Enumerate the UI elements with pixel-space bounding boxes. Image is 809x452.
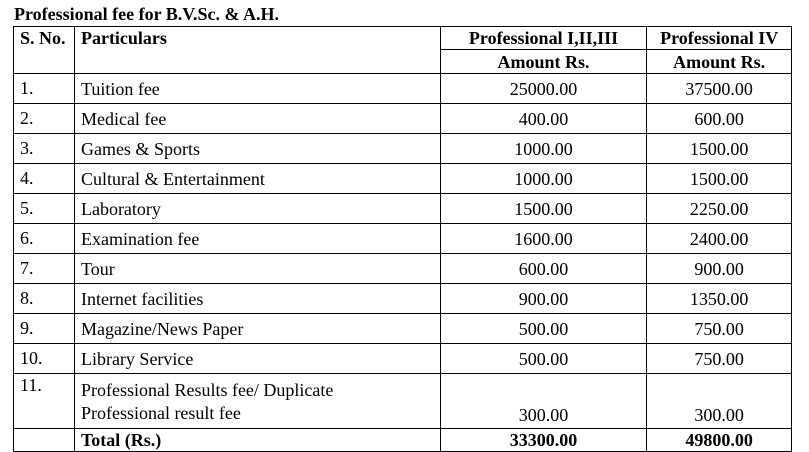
row-amount-2: 2400.00 — [647, 224, 792, 254]
table-row — [14, 74, 792, 104]
row-sno: 5. — [14, 194, 75, 224]
subheader-empty-particulars — [74, 50, 440, 74]
row-amount-2: 300.00 — [647, 374, 792, 429]
row-sno: 10. — [14, 344, 75, 374]
row-sno: 3. — [14, 134, 75, 164]
header-row — [14, 27, 792, 50]
row-amount-1: 1600.00 — [440, 224, 647, 254]
row-particular: Tuition fee — [74, 74, 440, 104]
total-amount-2: 49800.00 — [647, 429, 792, 452]
row-sno: 11. — [14, 374, 75, 429]
table-row — [14, 284, 792, 314]
subheader-amount-1: Amount Rs. — [440, 50, 647, 74]
row-particular: Medical fee — [74, 104, 440, 134]
header-sno: S. No. — [14, 27, 75, 50]
row-sno: 2. — [14, 104, 75, 134]
row-amount-1: 400.00 — [440, 104, 647, 134]
subheader-row — [14, 50, 792, 74]
table-row — [14, 134, 792, 164]
header-professional-1-3: Professional I,II,III — [440, 27, 647, 50]
table-row — [14, 254, 792, 284]
row-particular: Cultural & Entertainment — [74, 164, 440, 194]
subheader-amount-2: Amount Rs. — [647, 50, 792, 74]
row-particular: Laboratory — [74, 194, 440, 224]
row-amount-1: 500.00 — [440, 314, 647, 344]
row-amount-2: 1500.00 — [647, 134, 792, 164]
row-amount-2: 600.00 — [647, 104, 792, 134]
row-amount-2: 900.00 — [647, 254, 792, 284]
row-amount-1: 300.00 — [440, 374, 647, 429]
row-sno: 8. — [14, 284, 75, 314]
row-sno: 4. — [14, 164, 75, 194]
row-sno: 7. — [14, 254, 75, 284]
row-amount-1: 600.00 — [440, 254, 647, 284]
page-title: Professional fee for B.V.Sc. & A.H. — [14, 4, 279, 24]
row-particular: Tour — [74, 254, 440, 284]
row-sno: 6. — [14, 224, 75, 254]
row-amount-2: 1350.00 — [647, 284, 792, 314]
table-row — [14, 374, 792, 429]
row-particular: Examination fee — [74, 224, 440, 254]
table-row — [14, 194, 792, 224]
table-row — [14, 104, 792, 134]
row-particular: Magazine/News Paper — [74, 314, 440, 344]
row-sno: 9. — [14, 314, 75, 344]
row-particular-line-1: Professional Results fee/ Duplicate — [80, 379, 334, 400]
row-amount-2: 750.00 — [647, 314, 792, 344]
table-row — [14, 224, 792, 254]
row-amount-1: 1500.00 — [440, 194, 647, 224]
row-amount-1: 25000.00 — [440, 74, 647, 104]
header-professional-4: Professional IV — [647, 27, 792, 50]
row-particular-line-2: Professional result fee — [80, 402, 241, 423]
header-particulars: Particulars — [74, 27, 440, 50]
row-particular: Library Service — [74, 344, 440, 374]
row-amount-1: 500.00 — [440, 344, 647, 374]
row-amount-2: 1500.00 — [647, 164, 792, 194]
row-particular — [74, 374, 440, 429]
row-sno: 1. — [14, 74, 75, 104]
row-amount-2: 37500.00 — [647, 74, 792, 104]
total-row — [14, 429, 792, 452]
table-row — [14, 344, 792, 374]
table-row — [14, 164, 792, 194]
subheader-empty-sno — [14, 50, 75, 74]
row-amount-1: 900.00 — [440, 284, 647, 314]
total-amount-1: 33300.00 — [440, 429, 647, 452]
row-amount-1: 1000.00 — [440, 134, 647, 164]
row-amount-2: 2250.00 — [647, 194, 792, 224]
total-label: Total (Rs.) — [74, 429, 440, 452]
table-row — [14, 314, 792, 344]
row-amount-1: 1000.00 — [440, 164, 647, 194]
row-particular: Games & Sports — [74, 134, 440, 164]
row-particular: Internet facilities — [74, 284, 440, 314]
total-sno-empty — [14, 429, 75, 452]
row-amount-2: 750.00 — [647, 344, 792, 374]
fee-table — [13, 26, 792, 452]
